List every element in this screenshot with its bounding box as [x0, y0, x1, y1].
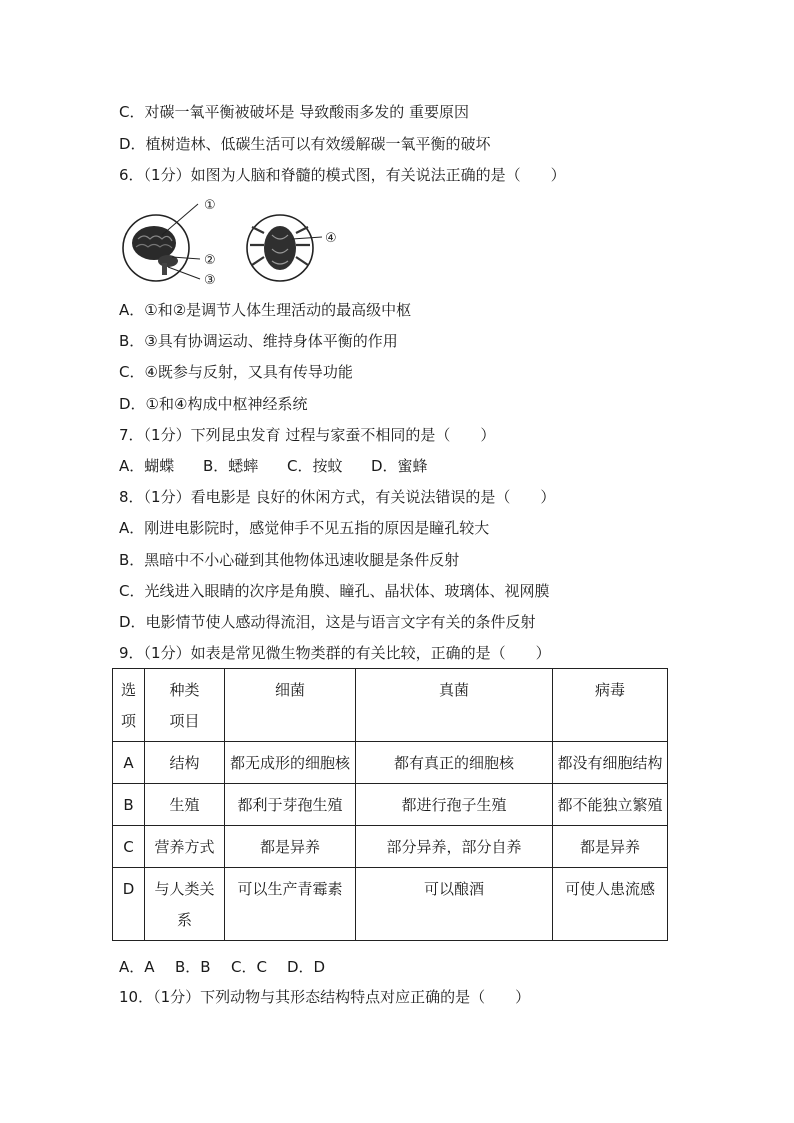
microbe-comparison-table	[112, 668, 668, 941]
q6-option-c: C．④既参与反射，又具有传导功能	[119, 363, 353, 381]
row-d-virus: 可使人患流感	[553, 868, 668, 941]
row-c-bacteria: 都是异养	[225, 826, 356, 868]
q9-options	[119, 957, 325, 977]
row-d-bacteria: 可以生产青霉素	[225, 868, 356, 941]
q7-option-d: D．蜜蜂	[371, 457, 428, 475]
row-b-virus: 都不能独立繁殖	[553, 784, 668, 826]
q8-option-a: A．刚进电影院时，感觉伸手不见五指的原因是瞳孔较大	[119, 519, 490, 537]
brain-spinal-cord-figure	[118, 193, 348, 293]
q6-option-d: D．①和④构成中枢神经系统	[119, 395, 308, 413]
row-c-fungi: 部分异养，部分自养	[356, 826, 553, 868]
q9-option-b: B．B	[175, 958, 211, 976]
row-a-fungi: 都有真正的细胞核	[356, 742, 553, 784]
row-a-item: 结构	[145, 742, 225, 784]
label-1: ①	[204, 198, 216, 213]
row-a-option: A	[113, 742, 145, 784]
header-bacteria: 细菌	[225, 669, 356, 742]
row-b-bacteria: 都利于芽孢生殖	[225, 784, 356, 826]
row-c-option: C	[113, 826, 145, 868]
q6-option-b: B．③具有协调运动、维持身体平衡的作用	[119, 332, 398, 350]
q6-stem: 6．（1分）如图为人脑和脊髓的模式图，有关说法正确的是（ ）	[119, 166, 566, 184]
header-fungi: 真菌	[356, 669, 553, 742]
q7-options	[119, 456, 428, 476]
q8-option-c: C．光线进入眼睛的次序是角膜、瞳孔、晶状体、玻璃体、视网膜	[119, 582, 550, 600]
q8-option-d: D．电影情节使人感动得流泪，这是与语言文字有关的条件反射	[119, 613, 536, 631]
label-3: ③	[204, 273, 216, 288]
header-category: 种类 项目	[145, 669, 225, 742]
q5-option-d: D．植树造林、低碳生活可以有效缓解碳一氧平衡的破坏	[119, 135, 491, 153]
q9-option-a: A．A	[119, 958, 155, 976]
q7-option-b: B．蟋蟀	[203, 457, 259, 475]
q8-option-b: B．黑暗中不小心碰到其他物体迅速收腿是条件反射	[119, 551, 460, 569]
q9-option-c: C．C	[231, 958, 267, 976]
table-row	[113, 826, 668, 868]
row-b-option: B	[113, 784, 145, 826]
row-a-bacteria: 都无成形的细胞核	[225, 742, 356, 784]
label-4: ④	[325, 231, 337, 246]
row-d-option: D	[113, 868, 145, 941]
q7-option-a: A．蝴蝶	[119, 457, 175, 475]
header-virus: 病毒	[553, 669, 668, 742]
q7-option-c: C．按蚊	[287, 457, 343, 475]
row-d-item: 与人类关系	[145, 868, 225, 941]
q9-stem: 9．（1分）如表是常见微生物类群的有关比较，正确的是（ ）	[119, 644, 551, 662]
q9-option-d: D．D	[287, 958, 326, 976]
header-option: 选项	[113, 669, 145, 742]
brain-diagram	[123, 204, 200, 281]
row-c-virus: 都是异养	[553, 826, 668, 868]
row-b-item: 生殖	[145, 784, 225, 826]
q5-option-c: C．对碳一氧平衡被破坏是 导致酸雨多发的 重要原因	[119, 103, 470, 121]
table-row	[113, 868, 668, 941]
label-2: ②	[204, 253, 216, 268]
q6-option-a: A．①和②是调节人体生理活动的最高级中枢	[119, 301, 412, 319]
spinal-cord-diagram	[247, 215, 322, 281]
q7-stem: 7．（1分）下列昆虫发育 过程与家蚕不相同的是（ ）	[119, 426, 496, 444]
row-b-fungi: 都进行孢子生殖	[356, 784, 553, 826]
table-row	[113, 742, 668, 784]
q10-stem: 10．（1分）下列动物与其形态结构特点对应正确的是（ ）	[119, 988, 531, 1006]
table-row	[113, 784, 668, 826]
row-d-fungi: 可以酿酒	[356, 868, 553, 941]
table-header-row	[113, 669, 668, 742]
q8-stem: 8．（1分）看电影是 良好的休闲方式，有关说法错误的是（ ）	[119, 488, 556, 506]
row-c-item: 营养方式	[145, 826, 225, 868]
row-a-virus: 都没有细胞结构	[553, 742, 668, 784]
